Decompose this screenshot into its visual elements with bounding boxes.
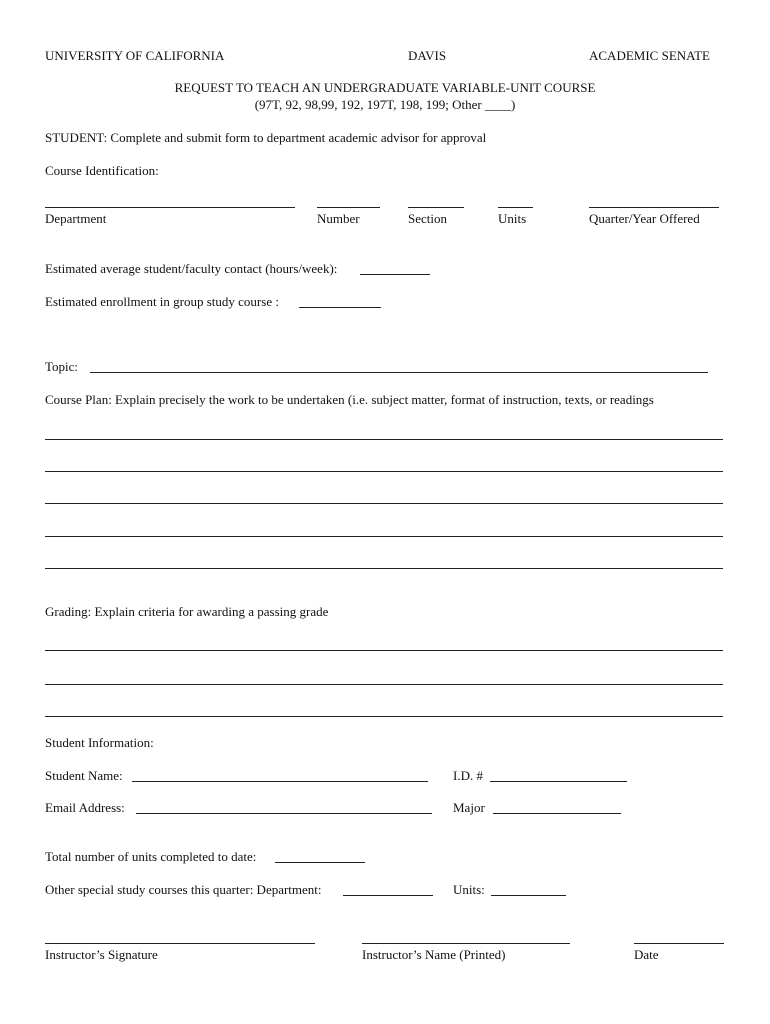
form-subtitle: (97T, 92, 98,99, 192, 197T, 198, 199; Other ____) bbox=[254, 97, 516, 112]
course-plan-line[interactable] bbox=[45, 471, 723, 472]
other-courses-label: Other special study courses this quarter: Department: bbox=[45, 882, 325, 897]
grading-line[interactable] bbox=[45, 684, 723, 685]
instructor-signature-field[interactable] bbox=[45, 943, 315, 944]
other-units-field[interactable] bbox=[491, 895, 566, 896]
other-units-label: Units: bbox=[453, 882, 489, 897]
enrollment-field[interactable] bbox=[299, 307, 381, 308]
course-plan-line[interactable] bbox=[45, 439, 723, 440]
email-field[interactable] bbox=[136, 813, 432, 814]
contact-hours-label: Estimated average student/faculty contact (hours/week): bbox=[45, 261, 341, 276]
units-completed-field[interactable] bbox=[275, 862, 365, 863]
section-label: Section bbox=[408, 211, 447, 226]
course-plan-label: Course Plan: Explain precisely the work to be undertaken (i.e. subject matter, format of instruction, texts, or readings bbox=[45, 392, 654, 407]
instructor-name-field[interactable] bbox=[362, 943, 570, 944]
student-information-heading: Student Information: bbox=[45, 735, 154, 750]
topic-field[interactable] bbox=[90, 372, 708, 373]
quarter-year-field[interactable] bbox=[589, 207, 719, 208]
number-label: Number bbox=[317, 211, 360, 226]
date-label: Date bbox=[634, 947, 659, 962]
student-id-field[interactable] bbox=[490, 781, 627, 782]
student-name-field[interactable] bbox=[132, 781, 428, 782]
major-field[interactable] bbox=[493, 813, 621, 814]
number-field[interactable] bbox=[317, 207, 380, 208]
department-field[interactable] bbox=[45, 207, 295, 208]
course-plan-line[interactable] bbox=[45, 536, 723, 537]
units-completed-label: Total number of units completed to date: bbox=[45, 849, 260, 864]
quarter-year-label: Quarter/Year Offered bbox=[589, 211, 700, 226]
grading-label: Grading: Explain criteria for awarding a passing grade bbox=[45, 604, 329, 619]
course-plan-line[interactable] bbox=[45, 503, 723, 504]
university-name: UNIVERSITY OF CALIFORNIA bbox=[45, 48, 225, 63]
section-field[interactable] bbox=[408, 207, 464, 208]
grading-line[interactable] bbox=[45, 650, 723, 651]
student-name-label: Student Name: bbox=[45, 768, 126, 783]
email-label: Email Address: bbox=[45, 800, 129, 815]
instructor-name-label: Instructor’s Name (Printed) bbox=[362, 947, 506, 962]
topic-label: Topic: bbox=[45, 359, 82, 374]
major-label: Major bbox=[453, 800, 489, 815]
units-field[interactable] bbox=[498, 207, 533, 208]
department-label: Department bbox=[45, 211, 107, 226]
academic-senate: ACADEMIC SENATE bbox=[589, 48, 710, 63]
course-plan-line[interactable] bbox=[45, 568, 723, 569]
form-title: REQUEST TO TEACH AN UNDERGRADUATE VARIABLE-UNIT COURSE bbox=[174, 80, 596, 95]
campus-name: DAVIS bbox=[408, 48, 447, 63]
instructor-signature-label: Instructor’s Signature bbox=[45, 947, 158, 962]
date-field[interactable] bbox=[634, 943, 724, 944]
contact-hours-field[interactable] bbox=[360, 274, 430, 275]
grading-line[interactable] bbox=[45, 716, 723, 717]
enrollment-label: Estimated enrollment in group study course : bbox=[45, 294, 283, 309]
other-courses-department-field[interactable] bbox=[343, 895, 433, 896]
student-instructions: STUDENT: Complete and submit form to department academic advisor for approval bbox=[45, 130, 487, 145]
student-id-label: I.D. # bbox=[453, 768, 487, 783]
course-identification-heading: Course Identification: bbox=[45, 163, 159, 178]
units-label: Units bbox=[498, 211, 527, 226]
